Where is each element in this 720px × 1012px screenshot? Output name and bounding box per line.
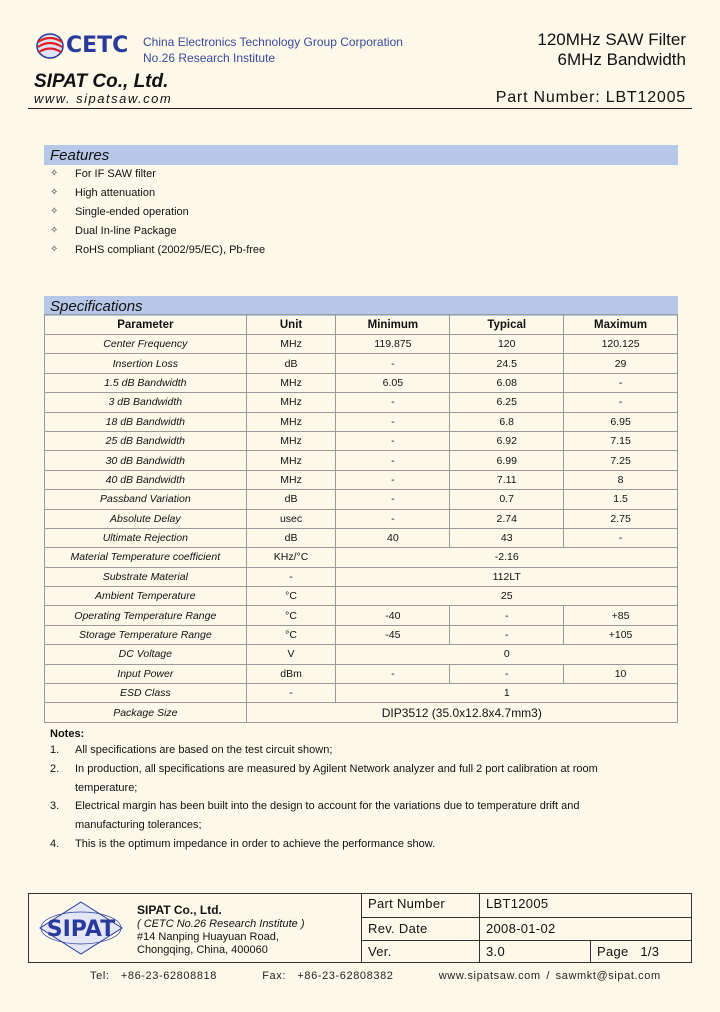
- specifications-heading: Specifications: [44, 296, 678, 316]
- table-row: [45, 567, 678, 586]
- typical-cell: 7.11: [450, 470, 564, 489]
- table-row: [45, 684, 678, 703]
- parameter-cell: Substrate Material: [45, 567, 247, 586]
- parameter-cell: 25 dB Bandwidth: [45, 431, 247, 450]
- note-number: 4.: [50, 838, 60, 850]
- maximum-cell: 1.5: [564, 490, 678, 509]
- table-row: [45, 490, 678, 509]
- maximum-cell: -: [564, 528, 678, 547]
- maximum-cell: 10: [564, 664, 678, 683]
- cetc-brand: CETC: [66, 33, 129, 58]
- notes-title: Notes:: [50, 728, 85, 740]
- maximum-cell: 29: [564, 354, 678, 373]
- parameter-cell: 3 dB Bandwidth: [45, 393, 247, 412]
- unit-cell: -: [246, 567, 336, 586]
- minimum-cell: -45: [336, 625, 450, 644]
- table-row: [45, 664, 678, 683]
- table-row: [45, 470, 678, 489]
- maximum-cell: 7.25: [564, 451, 678, 470]
- footer-contacts: Tel: +86-23-62808818 Fax: +86-23-62808382 www.sipatsaw.com / sawmkt@sipat.com: [90, 970, 661, 982]
- feature-text: High attenuation: [75, 187, 156, 199]
- table-row: [45, 606, 678, 625]
- table-row: [45, 587, 678, 606]
- minimum-cell: -: [336, 664, 450, 683]
- bullet-icon: ✧: [50, 244, 59, 255]
- minimum-cell: 40: [336, 528, 450, 547]
- parameter-cell: DC Voltage: [45, 645, 247, 664]
- note-text: Electrical margin has been built into the design to account for the variations due to temperature drift and manufacturing tolerances;: [75, 800, 580, 831]
- parameter-cell: Passband Variation: [45, 490, 247, 509]
- typical-cell: -: [450, 606, 564, 625]
- parameter-cell: Insertion Loss: [45, 354, 247, 373]
- parameter-cell: ESD Class: [45, 684, 247, 703]
- value-cell: 1: [336, 684, 678, 703]
- footer-institute: ( CETC No.26 Research Institute ): [137, 918, 305, 930]
- typical-cell: 43: [450, 528, 564, 547]
- bullet-icon: ✧: [50, 225, 59, 236]
- unit-cell: V: [246, 645, 336, 664]
- unit-cell: MHz: [246, 470, 336, 489]
- feature-item: [50, 168, 265, 187]
- column-header: Maximum: [564, 315, 678, 335]
- corporation-name: China Electronics Technology Group Corporation: [143, 35, 403, 49]
- unit-cell: °C: [246, 625, 336, 644]
- minimum-cell: -40: [336, 606, 450, 625]
- parameter-cell: Absolute Delay: [45, 509, 247, 528]
- feature-text: Dual In-line Package: [75, 225, 177, 237]
- page-indicator: [590, 940, 692, 963]
- unit-cell: MHz: [246, 412, 336, 431]
- company-name: SIPAT Co., Ltd.: [34, 71, 169, 92]
- table-row: [45, 373, 678, 392]
- sipat-logo-text: SIPAT: [46, 917, 116, 942]
- feature-item: [50, 225, 265, 244]
- table-row: [45, 625, 678, 644]
- unit-cell: MHz: [246, 373, 336, 392]
- maximum-cell: 6.95: [564, 412, 678, 431]
- unit-cell: °C: [246, 587, 336, 606]
- table-row: [45, 509, 678, 528]
- parameter-cell: Input Power: [45, 664, 247, 683]
- table-row: [45, 412, 678, 431]
- bullet-icon: ✧: [50, 168, 59, 179]
- version-label: Ver.: [361, 940, 479, 963]
- note-number: 1.: [50, 744, 60, 756]
- table-row: [45, 528, 678, 547]
- unit-cell: MHz: [246, 431, 336, 450]
- typical-cell: 2.74: [450, 509, 564, 528]
- parameter-cell: Ambient Temperature: [45, 587, 247, 606]
- feature-item: [50, 187, 265, 206]
- features-heading: Features: [44, 145, 678, 165]
- version-value: 3.0: [479, 940, 590, 963]
- table-row: [45, 548, 678, 567]
- table-header-row: [45, 315, 678, 335]
- note-number: 3.: [50, 800, 60, 812]
- part-number-value: LBT12005: [479, 893, 692, 917]
- value-cell: 25: [336, 587, 678, 606]
- typical-cell: 6.99: [450, 451, 564, 470]
- bullet-icon: ✧: [50, 206, 59, 217]
- footer-address-city: Chongqing, China, 400060: [137, 944, 268, 956]
- note-item: [50, 760, 642, 798]
- column-header: Parameter: [45, 315, 247, 335]
- maximum-cell: 120.125: [564, 335, 678, 354]
- sipat-logo-icon: [36, 898, 126, 958]
- table-row: [45, 393, 678, 412]
- note-item: [50, 835, 650, 854]
- table-row: [45, 354, 678, 373]
- typical-cell: 6.92: [450, 431, 564, 450]
- specifications-table: [44, 314, 678, 723]
- feature-text: For IF SAW filter: [75, 168, 156, 180]
- table-row: [45, 645, 678, 664]
- part-number-heading: Part Number: LBT12005: [495, 89, 686, 106]
- page-label: Page: [597, 944, 629, 959]
- typical-cell: 0.7: [450, 490, 564, 509]
- column-header: Typical: [450, 315, 564, 335]
- table-row: [45, 335, 678, 354]
- parameter-cell: Center Frequency: [45, 335, 247, 354]
- typical-cell: -: [450, 664, 564, 683]
- minimum-cell: -: [336, 393, 450, 412]
- value-cell: 0: [336, 645, 678, 664]
- value-cell: -2.16: [336, 548, 678, 567]
- typical-cell: 6.25: [450, 393, 564, 412]
- unit-cell: usec: [246, 509, 336, 528]
- typical-cell: 24.5: [450, 354, 564, 373]
- parameter-cell: 18 dB Bandwidth: [45, 412, 247, 431]
- minimum-cell: 6.05: [336, 373, 450, 392]
- product-subtitle: 6MHz Bandwidth: [557, 50, 686, 69]
- header-divider: [28, 108, 692, 109]
- maximum-cell: 7.15: [564, 431, 678, 450]
- unit-cell: dB: [246, 490, 336, 509]
- parameter-cell: 1.5 dB Bandwidth: [45, 373, 247, 392]
- feature-item: [50, 206, 265, 225]
- table-row: [45, 703, 678, 722]
- value-cell: DIP3512 (35.0x12.8x4.7mm3): [246, 703, 677, 722]
- note-item: [50, 741, 650, 760]
- maximum-cell: -: [564, 373, 678, 392]
- column-header: Unit: [246, 315, 336, 335]
- minimum-cell: -: [336, 451, 450, 470]
- institute-name: No.26 Research Institute: [143, 51, 276, 65]
- maximum-cell: +85: [564, 606, 678, 625]
- note-text: In production, all specifications are measured by Agilent Network analyzer and full 2 port calibration at room temperature;: [75, 763, 598, 794]
- unit-cell: MHz: [246, 335, 336, 354]
- rev-date-label: Rev. Date: [361, 917, 479, 940]
- value-cell: 112LT: [336, 567, 678, 586]
- feature-text: RoHS compliant (2002/95/EC), Pb-free: [75, 244, 266, 256]
- note-text: This is the optimum impedance in order to achieve the performance show.: [75, 838, 436, 850]
- typical-cell: 6.08: [450, 373, 564, 392]
- rev-date-value: 2008-01-02: [479, 917, 692, 940]
- parameter-cell: 40 dB Bandwidth: [45, 470, 247, 489]
- column-header: Minimum: [336, 315, 450, 335]
- minimum-cell: -: [336, 431, 450, 450]
- features-list: [50, 168, 265, 263]
- parameter-cell: Operating Temperature Range: [45, 606, 247, 625]
- table-row: [45, 451, 678, 470]
- unit-cell: dB: [246, 354, 336, 373]
- minimum-cell: -: [336, 509, 450, 528]
- note-text: All specifications are based on the test circuit shown;: [75, 744, 333, 756]
- note-item: [50, 797, 642, 835]
- maximum-cell: -: [564, 393, 678, 412]
- unit-cell: MHz: [246, 393, 336, 412]
- maximum-cell: 2.75: [564, 509, 678, 528]
- note-number: 2.: [50, 763, 60, 775]
- footer-info-grid: [361, 893, 692, 963]
- unit-cell: -: [246, 684, 336, 703]
- unit-cell: °C: [246, 606, 336, 625]
- website-link[interactable]: www. sipatsaw.com: [34, 91, 173, 106]
- feature-text: Single-ended operation: [75, 206, 189, 218]
- typical-cell: -: [450, 625, 564, 644]
- parameter-cell: Storage Temperature Range: [45, 625, 247, 644]
- feature-item: [50, 244, 265, 263]
- product-title: 120MHz SAW Filter: [537, 30, 686, 49]
- footer-company: SIPAT Co., Ltd.: [137, 903, 222, 917]
- maximum-cell: +105: [564, 625, 678, 644]
- minimum-cell: -: [336, 490, 450, 509]
- typical-cell: 120: [450, 335, 564, 354]
- maximum-cell: 8: [564, 470, 678, 489]
- minimum-cell: 119.875: [336, 335, 450, 354]
- bullet-icon: ✧: [50, 187, 59, 198]
- table-row: [45, 431, 678, 450]
- part-number-label: Part Number: [361, 893, 479, 917]
- unit-cell: dBm: [246, 664, 336, 683]
- parameter-cell: Package Size: [45, 703, 247, 722]
- unit-cell: KHz/°C: [246, 548, 336, 567]
- minimum-cell: -: [336, 354, 450, 373]
- parameter-cell: Material Temperature coefficient: [45, 548, 247, 567]
- parameter-cell: Ultimate Rejection: [45, 528, 247, 547]
- footer-address-street: #14 Nanping Huayuan Road,: [137, 931, 279, 943]
- unit-cell: dB: [246, 528, 336, 547]
- parameter-cell: 30 dB Bandwidth: [45, 451, 247, 470]
- unit-cell: MHz: [246, 451, 336, 470]
- minimum-cell: -: [336, 412, 450, 431]
- typical-cell: 6.8: [450, 412, 564, 431]
- page-value: 1/3: [640, 944, 660, 959]
- minimum-cell: -: [336, 470, 450, 489]
